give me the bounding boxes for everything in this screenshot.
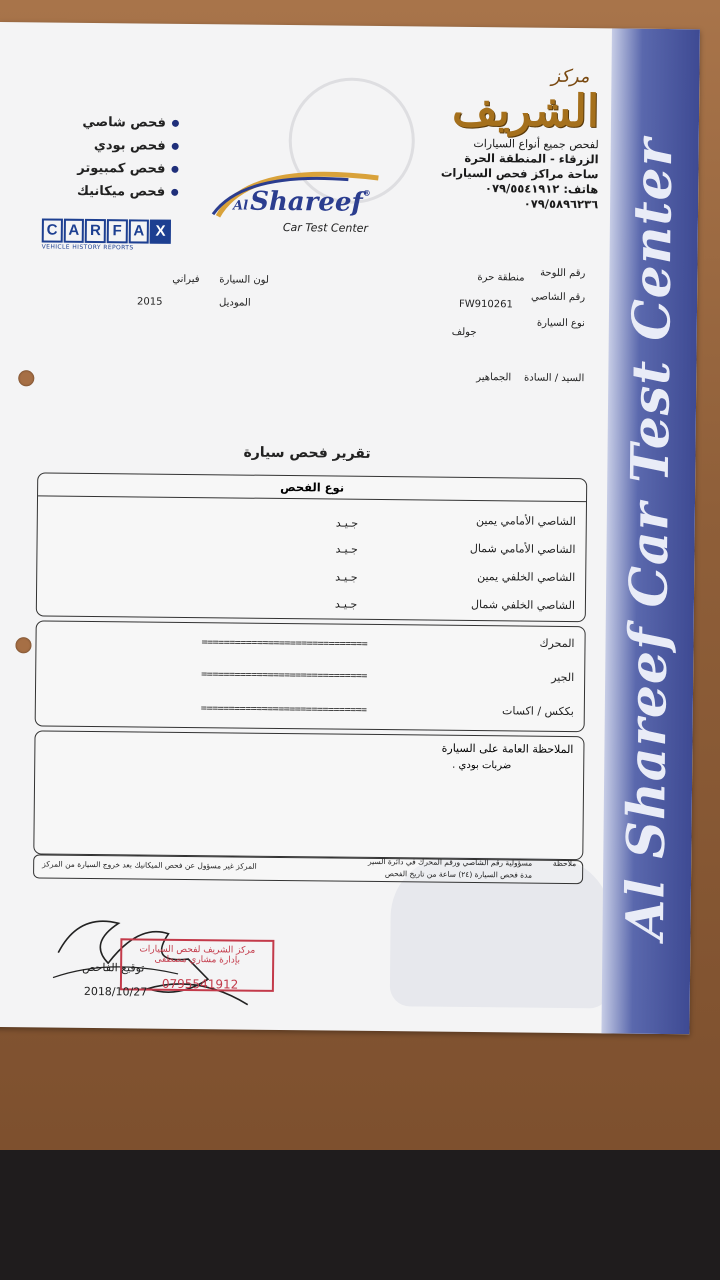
mech-row-value: ============================== xyxy=(201,637,368,650)
chassis-row-label: الشاصي الأمامي يمين xyxy=(475,514,576,529)
carfax-logo: C A R F A X VEHICLE HISTORY REPORTS xyxy=(42,218,172,251)
footer-note-1: مسؤولية رقم الشاصي ورقم المحرك في دائرة السير xyxy=(367,856,533,868)
footer-note-3: المركز غير مسؤول عن فحص الميكانيك بعد خروج السيارة من المركز xyxy=(42,859,257,871)
chassis-row-value: جـيـد xyxy=(335,570,358,584)
arabic-header: مركز الشريف لفحص جميع أنواع السيارات الزرقاء - المنطقة الحرة ساحة مراكز فحص السيارات هاتف: ٠٧٩/٥٥٤١٩١٢ ٠٧٩/٥٨٩٦٢٣٦ xyxy=(428,65,600,213)
inspection-date: 2018/10/27 xyxy=(83,984,148,999)
chassis-row-label: الشاصي الخلفي يمين xyxy=(477,570,576,585)
general-notes-label: الملاحظة العامة على السيارة xyxy=(441,741,574,757)
arabic-brand-name: الشريف xyxy=(451,84,600,138)
general-notes-value: ضربات بودي . xyxy=(452,759,512,772)
inspection-kind-header: نوع الفحص xyxy=(38,473,586,502)
model-label: الموديل xyxy=(219,297,251,309)
customer-value: الجماهير xyxy=(476,372,512,384)
general-notes-section xyxy=(33,730,584,860)
inspector-signature-label: توقيع الفاحص xyxy=(82,960,145,975)
mech-row-label: الجير xyxy=(551,670,575,685)
color-value: فيراني xyxy=(172,273,200,286)
mechanical-section xyxy=(35,620,586,732)
chassis-row-label: الشاصي الأمامي شمال xyxy=(469,541,576,557)
color-label: لون السيارة xyxy=(219,274,269,286)
footer-note-2: مدة فحص السيارة (٢٤) ساعة من تاريخ الفحص xyxy=(384,869,533,880)
footer-note-label: ملاحظة xyxy=(552,858,577,869)
chassis-label: رقم الشاصي xyxy=(531,291,586,304)
service-item: فحص شاصي xyxy=(39,114,179,138)
footer-notes-section xyxy=(33,854,583,884)
type-label: نوع السيارة xyxy=(536,317,585,330)
bullet-icon xyxy=(172,120,179,127)
bullet-icon xyxy=(172,143,179,150)
model-value: 2015 xyxy=(137,296,163,308)
plate-label: رقم اللوحة xyxy=(540,267,586,280)
chassis-row-label: الشاصي الخلفي شمال xyxy=(470,597,575,613)
services-list xyxy=(38,114,179,207)
service-item: فحص ميكانيك xyxy=(38,183,178,207)
chassis-row-value: جـيـد xyxy=(334,597,358,611)
side-brand-text-wrap xyxy=(610,88,689,989)
table-edge-shadow xyxy=(0,1150,720,1280)
chassis-value: FW910261 xyxy=(459,298,513,311)
punch-hole-bottom xyxy=(15,637,31,653)
side-brand-band xyxy=(601,28,700,1034)
chassis-row-value: جـيـد xyxy=(335,542,358,556)
red-office-stamp: مركز الشريف لفحص السيارات بإدارة مشاري مصطفى 0795541912 xyxy=(120,938,275,992)
inspection-table xyxy=(33,472,587,878)
mech-row-label: المحرك xyxy=(539,636,575,651)
al-shareef-logo: AlShareef® Car Test Center xyxy=(208,156,419,248)
chassis-section xyxy=(36,472,587,622)
inspection-report-sheet xyxy=(0,22,700,1034)
mech-row-value: ============================== xyxy=(200,703,367,716)
mech-row-label: بككس / اكسات xyxy=(501,704,574,719)
type-value: جولف xyxy=(451,326,477,339)
side-brand-text: Al Shareef Car Test Center xyxy=(614,137,685,941)
punch-hole-top xyxy=(18,370,34,386)
mech-row-value: ============================== xyxy=(201,669,367,682)
service-item: فحص بودي xyxy=(39,137,179,161)
bullet-icon xyxy=(171,189,178,196)
plate-value: منطقة حرة xyxy=(477,272,525,284)
bullet-icon xyxy=(171,166,178,173)
service-item: فحص كمبيوتر xyxy=(38,160,178,184)
customer-label: السيد / السادة xyxy=(524,372,585,385)
report-title: تقرير فحص سيارة xyxy=(243,444,371,462)
chassis-row-value: جـيـد xyxy=(335,516,359,530)
